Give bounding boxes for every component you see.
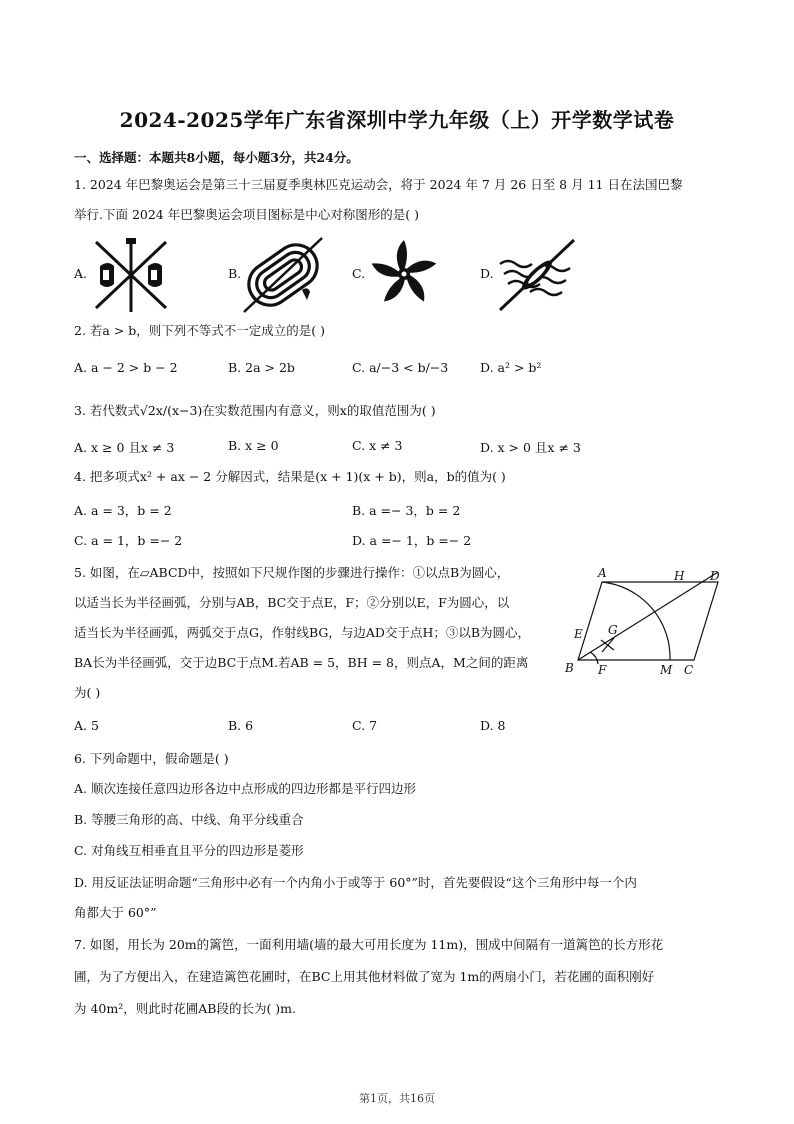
q3-stem: 3. 若代数式√2x/(x−3)在实数范围内有意义，则x的取值范围为( )	[74, 403, 436, 418]
q6-option-d-cont: 角都大于 60°”	[74, 905, 157, 920]
point-label-c: C	[684, 663, 694, 677]
point-label-d: D	[710, 569, 720, 583]
q1-line-2: 举行.下面 2024 年巴黎奥运会项目图标是中心对称图形的是( )	[74, 207, 419, 222]
point-label-m: M	[660, 663, 673, 677]
point-label-g: G	[608, 623, 618, 637]
q4-option-b: B. a =− 3，b = 2	[352, 503, 461, 518]
q3-option-b: B. x ≥ 0	[228, 438, 279, 453]
point-label-f: F	[598, 663, 607, 677]
q5-line-1: 5. 如图，在▱ABCD中，按照如下尺规作图的步骤进行操作：①以点B为圆心，	[74, 565, 510, 580]
q6-stem: 6. 下列命题中，假命题是( )	[74, 751, 229, 766]
point-label-a: A	[598, 566, 607, 580]
q3-option-d: D. x > 0 且x ≠ 3	[480, 440, 581, 455]
q2-option-a: A. a − 2 > b − 2	[74, 360, 178, 375]
q6-option-b: B. 等腰三角形的高、中线、角平分线重合	[74, 812, 304, 827]
point-label-e: E	[574, 627, 583, 641]
page-title: 2024-2025学年广东省深圳中学九年级（上）开学数学试卷	[119, 108, 675, 132]
q4-stem: 4. 把多项式x² + ax − 2 分解因式，结果是(x + 1)(x + b)，则a，b的值为( )	[74, 469, 506, 484]
q5-line-5: 为( )	[74, 685, 101, 700]
canoe-icon	[494, 234, 580, 316]
q1-option-a-label: A.	[74, 266, 88, 281]
section-heading: 一、选择题：本题共8小题，每小题3分，共24分。	[74, 150, 359, 165]
q6-option-d: D. 用反证法证明命题“三角形中必有一个内角小于或等于 60°”时，首先要假设“这个三角形中每一个内	[74, 875, 637, 890]
fencing-icon	[88, 234, 174, 316]
q1-option-b-label: B.	[228, 266, 242, 281]
q5-option-d: D. 8	[480, 718, 506, 733]
q7-line-2: 圃，为了方便出入，在建造篱笆花圃时，在BC上用其他材料做了宽为 1m的两扇小门，若花圃的面积刚好	[74, 969, 655, 984]
q5-option-c: C. 7	[352, 718, 378, 733]
q6-option-c: C. 对角线互相垂直且平分的四边形是菱形	[74, 843, 304, 858]
q2-option-b: B. 2a > 2b	[228, 360, 295, 375]
point-label-h: H	[674, 569, 685, 583]
q2-option-d: D. a² > b²	[480, 360, 542, 375]
q5-option-b: B. 6	[228, 718, 254, 733]
parallelogram-figure	[562, 564, 732, 680]
q2-option-c: C. a/−3 < b/−3	[352, 360, 449, 375]
q5-line-2: 以适当长为半径画弧，分别与AB，BC交于点E，F；②分别以E，F为圆心，以	[74, 595, 510, 610]
q7-line-3: 为 40m²，则此时花圃AB段的长为( )m.	[74, 1001, 297, 1016]
q4-option-d: D. a =− 1，b =− 2	[352, 533, 472, 548]
q2-stem: 2. 若a > b，则下列不等式不一定成立的是( )	[74, 323, 326, 338]
pinwheel-icon	[366, 236, 442, 312]
q3-option-c: C. x ≠ 3	[352, 438, 403, 453]
q7-line-1: 7. 如图，用长为 20m的篱笆，一面利用墙(墙的最大可用长度为 11m)，围成中间隔有一道篱笆的长方形花	[74, 937, 664, 952]
q6-option-a: A. 顺次连接任意四边形各边中点形成的四边形都是平行四边形	[74, 781, 416, 796]
q5-line-3: 适当长为半径画弧，两弧交于点G，作射线BG，与边AD交于点H；③以B为圆心，	[74, 625, 531, 640]
q3-option-a: A. x ≥ 0 且x ≠ 3	[74, 440, 175, 455]
q4-option-a: A. a = 3，b = 2	[74, 503, 172, 518]
point-label-b: B	[565, 661, 574, 675]
q1-option-d-label: D.	[480, 266, 494, 281]
q1-option-c-label: C.	[352, 266, 366, 281]
q4-option-c: C. a = 1，b =− 2	[74, 533, 183, 548]
q5-line-4: BA长为半径画弧，交于边BC于点M.若AB = 5，BH = 8，则点A，M之间的距离	[74, 655, 529, 670]
page-footer: 第1页，共16页	[359, 1092, 435, 1105]
track-icon	[240, 234, 326, 316]
q1-line-1: 1. 2024 年巴黎奥运会是第三十三届夏季奥林匹克运动会，将于 2024 年 7 月 26 日至 8 月 11 日在法国巴黎	[74, 177, 683, 192]
q5-option-a: A. 5	[74, 718, 99, 733]
